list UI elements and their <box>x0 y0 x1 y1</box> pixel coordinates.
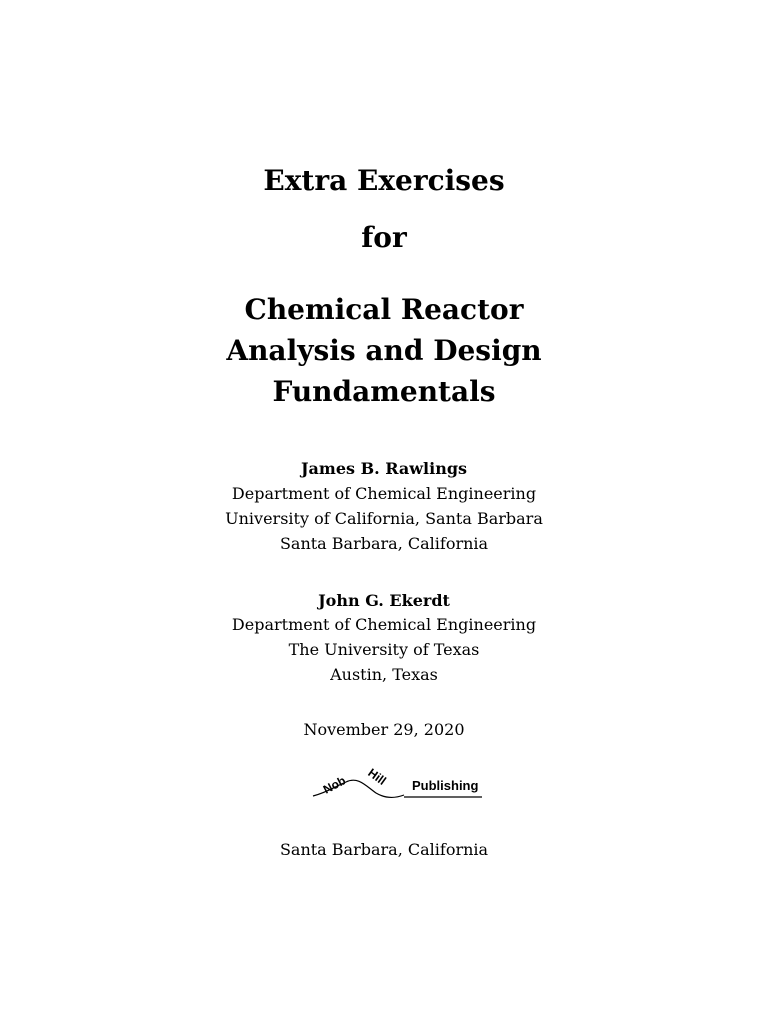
title-line-4: Analysis and Design <box>226 334 542 367</box>
logo-word-publishing: Publishing <box>412 778 479 793</box>
author-1-name: James B. Rawlings <box>300 459 468 478</box>
logo-word-nob: Nob <box>320 773 348 797</box>
author-2-university: The University of Texas <box>288 640 480 659</box>
author-1-university: University of California, Santa Barbara <box>225 509 543 528</box>
title-line-5: Fundamentals <box>272 375 496 408</box>
publisher-location: Santa Barbara, California <box>279 840 489 859</box>
date: November 29, 2020 <box>303 720 465 739</box>
author-1-department: Department of Chemical Engineering <box>231 484 537 503</box>
author-2-department: Department of Chemical Engineering <box>231 615 537 634</box>
title-line-1: Extra Exercises <box>263 164 505 197</box>
author-2-name: John G. Ekerdt <box>318 591 450 610</box>
logo-word-hill: Hill <box>365 766 389 788</box>
publisher-logo <box>310 766 490 806</box>
author-2-location: Austin, Texas <box>330 665 438 684</box>
author-1-location: Santa Barbara, California <box>279 534 489 553</box>
title-line-3: Chemical Reactor <box>244 293 524 326</box>
title-line-2: for <box>361 221 407 254</box>
